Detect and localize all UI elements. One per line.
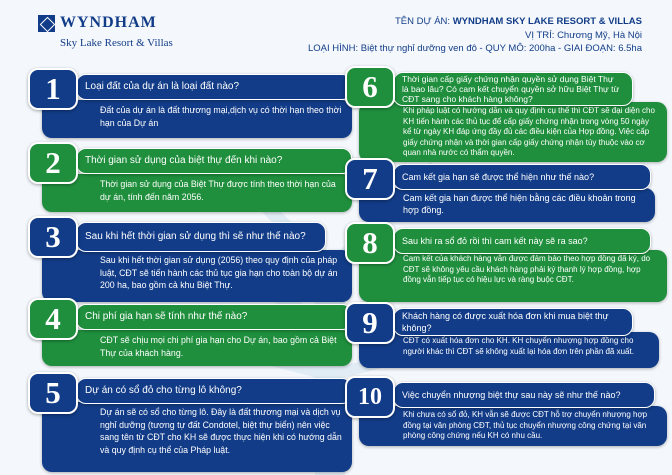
- faq-question: Thời gian cấp giấy chứng nhận quyền sử dụng Biệt Thự là bao lâu? Có cam kết chuyển quyền sở hữu Biệt Thự từ CĐT sang cho khách hàng không?: [393, 72, 633, 106]
- faq-question: Chi phí gia hạn sẽ tính như thế nào?: [76, 304, 352, 330]
- faq-number: 4: [28, 298, 78, 340]
- faq-number: 1: [28, 68, 78, 110]
- wyndham-logo-icon: [38, 15, 55, 32]
- project-location: VỊ TRÍ: Chương Mỹ, Hà Nội: [525, 29, 642, 41]
- faq-number: 2: [28, 142, 78, 184]
- faq-number: 7: [345, 158, 395, 200]
- project-info: [308, 15, 642, 56]
- brand-sub: Sky Lake Resort & Villas: [60, 37, 173, 49]
- faq-question: Sau khi hết thời gian sử dụng thì sẽ như thế nào?: [76, 222, 326, 252]
- faq-number: 5: [28, 372, 78, 414]
- faq-question: Khách hàng có được xuất hóa đơn khi mua biệt thự không?: [393, 308, 633, 336]
- faq-answer: Đất của dự án là đất thương mại,dịch vụ có thời hạn theo thời hạn của Dự án: [42, 100, 352, 138]
- faq-number: 10: [345, 376, 395, 418]
- faq-answer: Khi chưa có sổ đỏ, KH vẫn sẽ được CĐT hỗ trợ chuyển nhượng hợp đồng tại văn phòng CĐT, thủ tục chuyển nhượng công chứng tại văn phòng công chứng nếu KH có nhu cầu.: [359, 406, 667, 446]
- faq-number: 8: [345, 222, 395, 264]
- faq-answer: CĐT sẽ chịu mọi chi phí gia hạn cho Dự án, bao gồm cả Biệt Thự của khách hàng.: [42, 330, 352, 366]
- faq-question: Thời gian sử dụng của biệt thự đến khi nào?: [76, 148, 352, 174]
- faq-answer: Cam kết gia hạn được thể hiện bằng các điều khoản trong hợp đồng.: [359, 188, 655, 222]
- faq-question: Việc chuyển nhượng biệt thự sau này sẽ như thế nào?: [393, 382, 655, 408]
- faq-number: 9: [345, 302, 395, 344]
- faq-answer: Dự án sẽ có sổ cho từng lô. Đây là đất thương mại và dịch vụ nghỉ dưỡng (tương tự đất Condotel, biệt thự biển) nên việc sang tên từ CĐT cho KH sẽ được thực hiện khi có hướng dẫn và quy định cụ thể của Pháp luật.: [42, 402, 352, 472]
- faq-answer: Cam kết của khách hàng vẫn được đảm bảo theo hợp đồng đã ký, do CĐT sẽ không yêu cầu khách hàng phải ký thanh lý hợp đồng, hợp đồng vẫn tiếp tục có hiệu lực và ràng buộc CĐT.: [359, 250, 667, 302]
- faq-question: Cam kết gia hạn sẽ được thể hiện như thế nào?: [393, 164, 651, 190]
- project-name-line: [308, 15, 642, 29]
- faq-answer: Thời gian sử dụng của Biệt Thự được tính theo thời hạn của dự án, tính đến năm 2056.: [42, 174, 352, 212]
- faq-question: Loại đất của dự án là loại đất nào?: [76, 74, 352, 100]
- header: [0, 0, 672, 58]
- project-type: LOẠI HÌNH: Biệt thự nghỉ dưỡng ven đô - QUY MÔ: 200ha - GIAI ĐOẠN: 6.5ha: [307, 43, 642, 54]
- faq-question: Sau khi ra sổ đỏ rồi thì cam kết này sẽ ra sao?: [393, 228, 651, 254]
- faq-number: 3: [28, 216, 78, 258]
- faq-number: 6: [345, 66, 395, 108]
- faq-question: Dự án có sổ đỏ cho từng lô không?: [76, 378, 352, 404]
- faq-answer: Sau khi hết thời gian sử dụng (2056) theo quy định của pháp luật, CĐT sẽ tiến hành các thủ tục gia hạn cho toàn bộ dự án 200 ha, bao gồm cả khu Biệt Thự.: [42, 250, 352, 302]
- brand-name: WYNDHAM: [60, 14, 157, 31]
- faq-answer: Khi pháp luật có hướng dẫn và quy định cụ thể thì CĐT sẽ đại diện cho KH tiến hành các thủ tục để cấp giấy chứng nhận trong vòng 50 ngày kể từ ngày KH đáp ứng đầy đủ các điều kiện của Hợp đồng. Việc cấp giấy chứng nhận và thời gian cấp giấy chứng nhận tùy thuộc vào cơ quan nhà nước có thẩm quyền.: [359, 102, 667, 162]
- project-name-label: TÊN DỰ ÁN:: [394, 16, 453, 27]
- faq-answer: CĐT có xuất hóa đơn cho KH. KH chuyển nhượng hợp đồng cho người khác thì CĐT sẽ không xuất lại hóa đơn trên phần đã xuất.: [359, 332, 659, 368]
- project-name: WYNDHAM SKY LAKE RESORT & VILLAS: [452, 16, 642, 27]
